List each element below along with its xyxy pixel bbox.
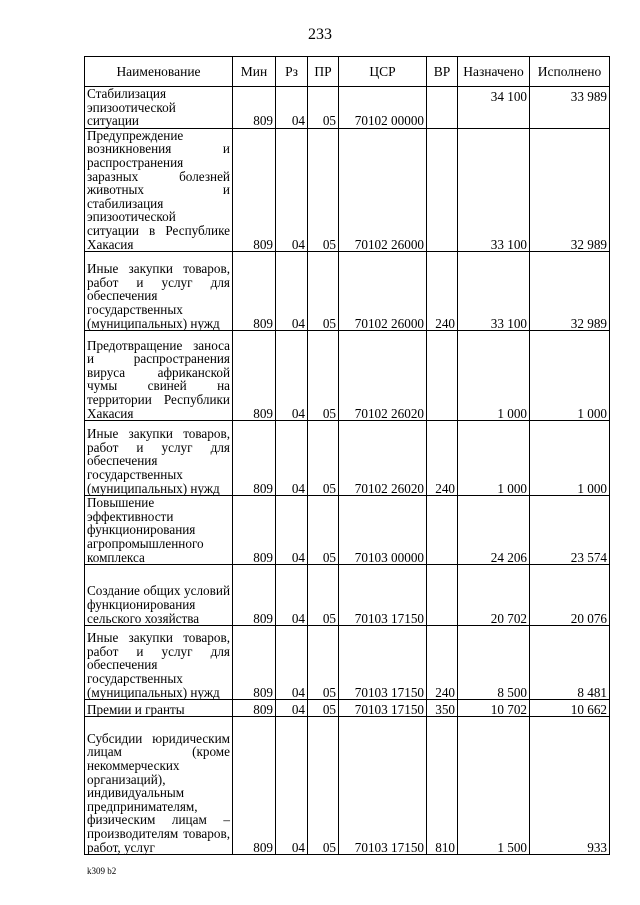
row-rz: 04 — [276, 128, 308, 251]
row-vr: 240 — [427, 421, 458, 496]
row-name: Премии и гранты — [85, 700, 233, 717]
row-name: Повышение эффективности функционирования агропромышленного комплекса — [85, 496, 233, 565]
row-vr: 350 — [427, 700, 458, 717]
row-rz: 04 — [276, 565, 308, 626]
row-csr: 70103 00000 — [339, 496, 427, 565]
row-min: 809 — [233, 252, 276, 331]
header-assigned: Назначено — [458, 57, 530, 87]
table-row — [85, 626, 610, 700]
row-min: 809 — [233, 496, 276, 565]
row-assigned: 1 500 — [458, 717, 530, 855]
table-row — [85, 331, 610, 421]
row-min: 809 — [233, 128, 276, 251]
row-assigned: 1 000 — [458, 331, 530, 421]
row-assigned: 24 206 — [458, 496, 530, 565]
row-vr: 810 — [427, 717, 458, 855]
row-assigned: 33 100 — [458, 252, 530, 331]
header-csr: ЦСР — [339, 57, 427, 87]
row-rz: 04 — [276, 331, 308, 421]
row-assigned: 34 100 — [458, 87, 530, 129]
row-executed: 20 076 — [530, 565, 610, 626]
row-pr: 05 — [308, 717, 339, 855]
row-assigned: 8 500 — [458, 626, 530, 700]
row-name: Иные закупки товаров, работ и услуг для обеспечения государственных (муниципальных) нужд — [85, 626, 233, 700]
row-name: Субсидии юридическим лицам (кроме некоммерческих организаций), индивидуальным предпринимателям, физическим лицам – производителям товаров, работ, услуг — [85, 717, 233, 855]
row-rz: 04 — [276, 496, 308, 565]
row-rz: 04 — [276, 626, 308, 700]
row-min: 809 — [233, 700, 276, 717]
row-executed: 32 989 — [530, 252, 610, 331]
row-pr: 05 — [308, 128, 339, 251]
header-name: Наименование — [85, 57, 233, 87]
row-name: Иные закупки товаров, работ и услуг для обеспечения государственных (муниципальных) нужд — [85, 421, 233, 496]
row-assigned: 20 702 — [458, 565, 530, 626]
row-min: 809 — [233, 565, 276, 626]
row-vr — [427, 128, 458, 251]
row-executed: 933 — [530, 717, 610, 855]
row-executed: 8 481 — [530, 626, 610, 700]
row-min: 809 — [233, 87, 276, 129]
row-vr — [427, 87, 458, 129]
row-name: Создание общих условий функционирования сельского хозяйства — [85, 565, 233, 626]
header-vr: ВР — [427, 57, 458, 87]
row-pr: 05 — [308, 700, 339, 717]
row-csr: 70102 26020 — [339, 421, 427, 496]
row-executed: 10 662 — [530, 700, 610, 717]
header-min: Мин — [233, 57, 276, 87]
table-row — [85, 128, 610, 251]
row-min: 809 — [233, 626, 276, 700]
row-pr: 05 — [308, 331, 339, 421]
row-min: 809 — [233, 717, 276, 855]
table-row — [85, 717, 610, 855]
row-rz: 04 — [276, 252, 308, 331]
row-rz: 04 — [276, 87, 308, 129]
header-pr: ПР — [308, 57, 339, 87]
table-header-row — [85, 57, 610, 87]
row-assigned: 33 100 — [458, 128, 530, 251]
header-rz: Рз — [276, 57, 308, 87]
page-number: 233 — [308, 26, 332, 43]
row-name: Предотвращение заноса и распространения вируса африканской чумы свиней на территории Республики Хакасия — [85, 331, 233, 421]
row-name: Стабилизация эпизоотической ситуации — [85, 87, 233, 129]
row-vr — [427, 565, 458, 626]
row-executed: 33 989 — [530, 87, 610, 129]
table-row — [85, 565, 610, 626]
row-rz: 04 — [276, 717, 308, 855]
row-csr: 70102 00000 — [339, 87, 427, 129]
row-csr: 70102 26020 — [339, 331, 427, 421]
row-min: 809 — [233, 331, 276, 421]
row-pr: 05 — [308, 626, 339, 700]
row-vr — [427, 331, 458, 421]
row-name: Предупреждение возникновения и распространения заразных болезней животных и стабилизация эпизоотической ситуации в Республике Хакасия — [85, 128, 233, 251]
row-vr: 240 — [427, 626, 458, 700]
row-executed: 32 989 — [530, 128, 610, 251]
row-executed: 23 574 — [530, 496, 610, 565]
row-csr: 70102 26000 — [339, 252, 427, 331]
row-rz: 04 — [276, 700, 308, 717]
row-csr: 70103 17150 — [339, 717, 427, 855]
row-csr: 70103 17150 — [339, 700, 427, 717]
row-executed: 1 000 — [530, 331, 610, 421]
table-row — [85, 87, 610, 129]
row-assigned: 1 000 — [458, 421, 530, 496]
row-vr — [427, 496, 458, 565]
row-rz: 04 — [276, 421, 308, 496]
table-row — [85, 421, 610, 496]
row-csr: 70103 17150 — [339, 565, 427, 626]
row-pr: 05 — [308, 496, 339, 565]
row-csr: 70102 26000 — [339, 128, 427, 251]
row-name: Иные закупки товаров, работ и услуг для обеспечения государственных (муниципальных) нужд — [85, 252, 233, 331]
row-executed: 1 000 — [530, 421, 610, 496]
table-row — [85, 496, 610, 565]
row-vr: 240 — [427, 252, 458, 331]
row-pr: 05 — [308, 565, 339, 626]
budget-table — [84, 56, 610, 855]
row-min: 809 — [233, 421, 276, 496]
row-csr: 70103 17150 — [339, 626, 427, 700]
row-assigned: 10 702 — [458, 700, 530, 717]
table-row — [85, 252, 610, 331]
footer-code: k309 b2 — [87, 866, 117, 876]
row-pr: 05 — [308, 87, 339, 129]
row-pr: 05 — [308, 252, 339, 331]
table-row — [85, 700, 610, 717]
row-pr: 05 — [308, 421, 339, 496]
header-executed: Исполнено — [530, 57, 610, 87]
